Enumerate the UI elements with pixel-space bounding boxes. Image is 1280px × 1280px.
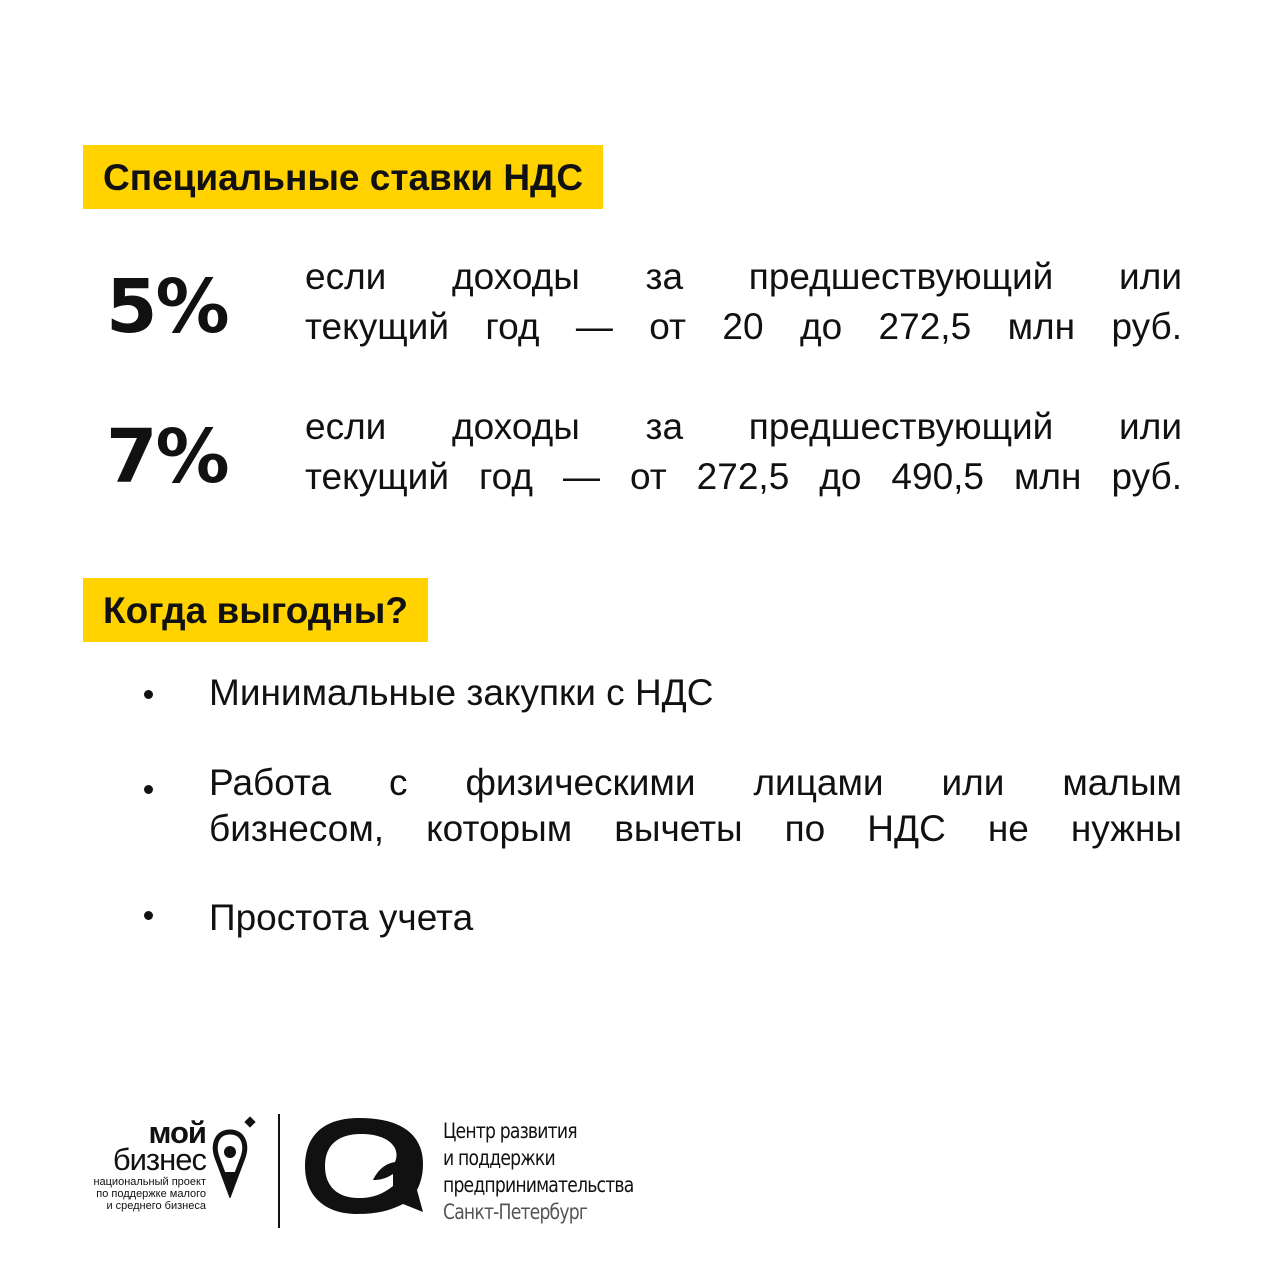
moy-biznes-logo [66,1115,206,1212]
rate-value: 7% [106,414,228,500]
logo-text: бизнес [112,1142,206,1177]
rate-description [305,252,1182,352]
logo-text: Центр развития [443,1119,577,1143]
speech-bubble-logo-icon [303,1114,427,1223]
location-pin-icon [208,1114,256,1203]
section-title-special-rates: Специальные ставки НДС [83,145,603,209]
list-item-line: Работа с физическими лицами или малым [209,762,1182,803]
list-item-text [209,670,1182,716]
center-logo-text [443,1118,633,1226]
logo-text: предпринимательства [443,1173,634,1197]
rate-value: 5% [106,264,228,350]
bullet-icon [144,785,153,794]
bullet-icon [144,690,153,699]
rate-description [305,402,1182,502]
footer-logos [0,1100,1280,1240]
list-item-line: Простота учета [209,897,474,938]
logo-city: Санкт-Петербург [443,1200,588,1224]
logo-text: и поддержки [443,1146,555,1170]
logo-subtitle: национальный проект [93,1176,206,1188]
rate-description-line: текущий год — от 20 до 272,5 млн руб. [305,306,1182,347]
rate-description-line: если доходы за предшествующий или [305,406,1182,447]
list-item-text [209,895,1182,941]
logo-text: мой [148,1115,206,1150]
logo-subtitle: и среднего бизнеса [106,1200,206,1212]
divider [278,1114,280,1228]
rate-description-line: текущий год — от 272,5 до 490,5 млн руб. [305,456,1182,497]
section-title-when-beneficial: Когда выгодны? [83,578,428,642]
logo-subtitle: по поддержке малого [96,1188,206,1200]
bullet-icon [144,911,153,920]
list-item-line: Минимальные закупки с НДС [209,672,714,713]
list-item-text [209,760,1182,852]
rate-description-line: если доходы за предшествующий или [305,256,1182,297]
list-item-line: бизнесом, которым вычеты по НДС не нужны [209,808,1182,849]
